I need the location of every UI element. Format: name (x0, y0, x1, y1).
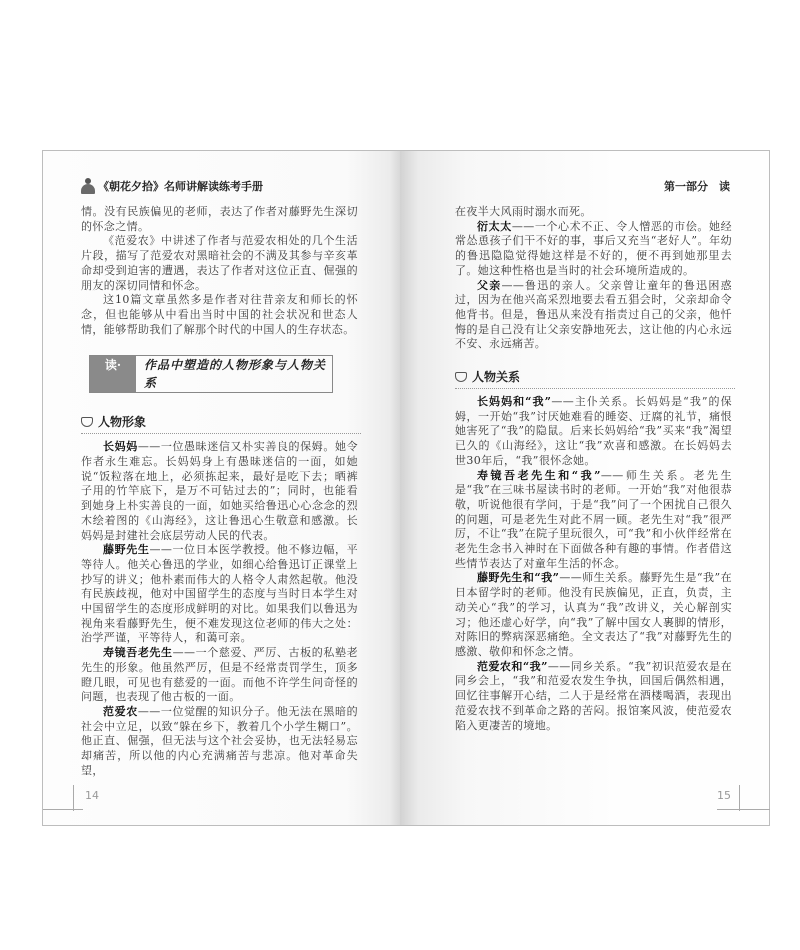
character-list-continued (455, 205, 732, 352)
spacer (81, 779, 400, 789)
entry-name: 藤野先生和“我” (476, 571, 560, 585)
relationship-list (455, 395, 732, 733)
section-banner (89, 355, 333, 393)
paragraph: 情。没有民族偏见的老师，表达了作者对藤野先生深切的怀念之情。 (81, 205, 358, 233)
banner-title: 作品中塑造的人物形象与人物关系 (144, 358, 327, 391)
entry-name: 父亲 (476, 278, 502, 292)
entry-name: 长妈妈和“我” (476, 395, 552, 409)
entry (81, 705, 358, 779)
section-title: 人物关系 (471, 370, 520, 385)
entry (455, 469, 732, 572)
entry-text: ——一位日本医学教授。他不修边幅，平等待人。他关心鲁迅的学业，如细心给鲁迅订正课堂上抄写的讲义；他朴素而伟大的人格令人肃然起敬。他没有民族歧视，他对中国留学生的态度与当时日本学生对中国留学生的态度形成鲜明的对比。如果我们以鲁迅为视角来看藤野先生，便不难发现这位老师的伟大之处：治学严谨，平等待人，和蔼可亲。 (81, 543, 358, 645)
entry-name: 藤野先生 (103, 543, 150, 557)
section-title: 人物形象 (98, 415, 147, 430)
entry (455, 395, 732, 469)
page-number: 14 (85, 788, 99, 802)
entry (81, 543, 358, 646)
entry-text: ——主仆关系。长妈妈是“我”的保姆，一开始“我”讨厌她难看的睡姿、迂腐的礼节，痛恨她害死了“我”的隐鼠。后来长妈妈给“我”买来“我”渴望已久的《山海经》，这让“我”欢喜和感激。在长妈妈去世30年后，“我”很怀念她。 (454, 395, 732, 467)
entry-name: 范爱农 (103, 704, 138, 718)
corner-mark (717, 809, 770, 810)
entry-name: 长妈妈 (103, 440, 138, 454)
part-title: 第一部分 读 (663, 180, 730, 193)
entry (81, 646, 358, 705)
paragraph: 《范爱农》中讲述了作者与范爱农相处的几个生活片段，描写了范爱农对黑暗社会的不满及其参与辛亥革命却受到迫害的遭遇，表达了作者对这位正直、倔强的朋友的深切同情和怀念。 (81, 234, 358, 292)
corner-mark (43, 809, 83, 810)
entry (455, 571, 732, 659)
entry-text: ——师生关系。老先生是“我”在三味书屋读书时的老师。一开始“我”对他很恭敬，听说他很有学问，于是“我”问了一个困扰自己很久的问题，可是老先生对此不屑一顾。老先生对“我”很严厉，不让“我”在院子里玩很久，可“我”和小伙伴经常在老先生念书入神时在下面做各种有趣的事情。作者借这些情节表达了对童年生活的怀念。 (454, 468, 732, 570)
entry-name: 寿镜吾老先生 (103, 646, 173, 660)
gem-icon (81, 417, 93, 427)
entry (455, 660, 732, 734)
entry-text: ——一个慈爱、严厉、古板的私塾老先生的形象。他虽然严厉，但是不经常责罚学生，顶多瞪几眼，可见也有慈爱的一面。而他不许学生问奇怪的问题，也表现了他古板的一面。 (81, 646, 358, 704)
entry-text: ——同乡关系。“我”初识范爱农是在同乡会上，“我”和范爱农发生争执，回国后偶然相遇，回忆往事解开心结，二人于是经常在酒楼喝酒，表现出范爱农找不到革命之路的苦闷。报馆案风波，使范爱农陷入更凄苦的境地。 (454, 659, 732, 732)
running-header (81, 177, 400, 195)
entry (455, 279, 732, 353)
entry-name: 寿镜吾老先生和“我” (476, 468, 601, 482)
entry-name: 衍太太 (476, 219, 512, 233)
corner-mark (73, 785, 74, 811)
right-page (400, 151, 769, 825)
entry-name: 范爱农和“我” (476, 659, 548, 673)
spacer (455, 733, 769, 788)
entry-text: ——一个心术不正、令人憎恶的市侩。她经常怂恿孩子们干不好的事，事后又充当“老好人”。年幼的鲁迅隐隐觉得她这样是不好的，便不再到她那里去了。她这种性格也是当时的社会环境所造成的。 (454, 219, 732, 277)
author-portrait-icon (81, 178, 95, 194)
entry-text: ——师生关系。藤野先生是“我”在日本留学时的老师。他没有民族偏见，正直，负责，主动关心“我”的学习，认真为“我”改讲义，关心解剖实习；他还虚心好学，向“我”了解中国女人裹脚的情形，对陈旧的弊病深恶痛绝。全文表达了“我”对藤野先生的感激、敬仰和怀念之情。 (454, 571, 732, 658)
paragraph: 这10篇文章虽然多是作者对往昔亲友和师长的怀念，但也能够从中看出当时中国的社会状况和世态人情，能够帮助我们了解那个时代的中国人的生存状态。 (81, 293, 358, 336)
section-heading (455, 368, 735, 389)
corner-mark (739, 785, 740, 811)
gem-icon (455, 372, 467, 382)
entry-text: ——一位觉醒的知识分子。他无法在黑暗的社会中立足，以致“躲在乡下，教着几个小学生糊口”。他正直、倔强，但无法与这个社会妥协，也无法轻易忘却痛苦，所以他的内心充满痛苦与悲凉。他对革命失望， (81, 704, 358, 777)
open-book (42, 150, 770, 826)
entry-text: ——鲁迅的亲人。父亲曾让童年的鲁迅困惑过，因为在他兴高采烈地要去看五猖会时，父亲却命令他背书。但是，鲁迅从来没有指责过自己的父亲，他忏悔的是自己没有让父亲安静地死去，这让他的内心永远不安、永远痛苦。 (454, 278, 732, 351)
section-heading (81, 413, 361, 434)
entry (455, 205, 732, 220)
entry (455, 220, 732, 279)
running-header (455, 177, 730, 195)
banner-tag: 读· (90, 356, 136, 392)
intro-text (81, 205, 358, 337)
book-title: 《朝花夕拾》名师讲解读练考手册 (98, 180, 263, 193)
page-number: 15 (716, 788, 731, 802)
entry (81, 440, 358, 543)
character-list (81, 440, 358, 778)
entry-text: 在夜半大风雨时溺水而死。 (454, 205, 592, 218)
entry-text: ——一位愚昧迷信又朴实善良的保姆。她令作者永生难忘。长妈妈身上有愚昧迷信的一面，如她说“饭粒落在地上，必须拣起来，最好是吃下去；晒裤子用的竹竿底下，是万不可钻过去的”；同时，也能看到她身上朴实善良的一面，如她买给鲁迅心心念念的烈木绘着图的《山海经》，这让鲁迅心生敬意和感激。长妈妈是封建社会底层劳动人民的代表。 (81, 440, 358, 542)
left-page (43, 151, 400, 825)
